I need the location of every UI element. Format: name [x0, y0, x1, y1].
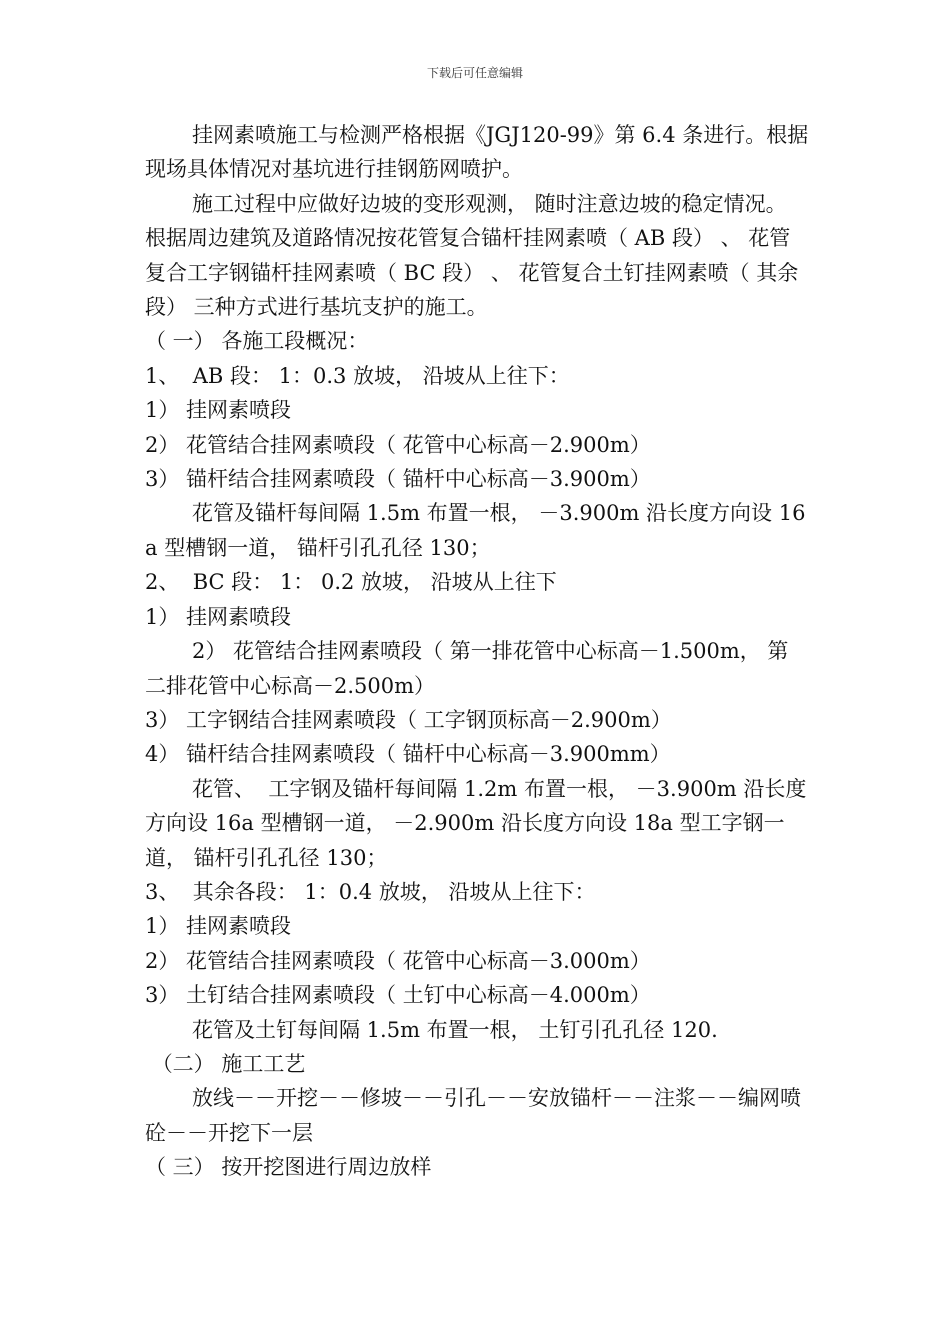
segment-ab-item-1: 1） 挂网素喷段 [145, 398, 292, 423]
segment-bc-note: 花管、 工字钢及锚杆每间隔 1.2m 布置一根， －3.900m 沿长度方向设 16a 型槽钢一道， －2.900m 沿长度方向设 18a 型工字钢一道， 锚杆引孔孔径 130； [145, 776, 807, 870]
segment-ab-item-2: 2） 花管结合挂网素喷段（ 花管中心标高－2.900m） [145, 432, 651, 457]
segment-ab-note: 花管及锚杆每间隔 1.5m 布置一根， －3.900m 沿长度方向设 16a 型槽钢一道， 锚杆引孔孔径 130； [145, 501, 806, 560]
segment-bc-item-3: 3） 工字钢结合挂网素喷段（ 工字钢顶标高－2.900m） [145, 707, 672, 732]
section-heading-2: （二） 施工工艺 [145, 1051, 306, 1076]
segment-other-item-2: 2） 花管结合挂网素喷段（ 花管中心标高－3.000m） [145, 948, 651, 973]
segment-other-item-3: 3） 土钉结合挂网素喷段（ 土钉中心标高－4.000m） [145, 983, 651, 1008]
segment-bc-item-2: 2） 花管结合挂网素喷段（ 第一排花管中心标高－1.500m， 第二排花管中心标高－2.500m） [145, 639, 789, 698]
process-flow-paragraph: 放线－－开挖－－修坡－－引孔－－安放锚杆－－注浆－－编网喷砼－－开挖下一层 [145, 1086, 801, 1145]
intro-paragraph-1: 挂网素喷施工与检测严格根据《JGJ120-99》第 6.4 条进行。根据现场具体情况对基坑进行挂钢筋网喷护。 [145, 123, 809, 182]
segment-bc-item-1: 1） 挂网素喷段 [145, 604, 292, 629]
segment-bc-title: 2、 BC 段： 1： 0.2 放坡， 沿坡从上往下 [145, 570, 557, 595]
segment-ab-title: 1、 AB 段： 1：0.3 放坡， 沿坡从上往下： [145, 363, 570, 388]
section-heading-1: （ 一） 各施工段概况： [145, 329, 369, 354]
segment-other-title: 3、 其余各段： 1：0.4 放坡， 沿坡从上往下： [145, 879, 596, 904]
document-body [145, 118, 809, 1185]
segment-other-item-1: 1） 挂网素喷段 [145, 914, 292, 939]
page-header-note: 下载后可任意编辑 [426, 66, 523, 80]
segment-bc-item-4: 4） 锚杆结合挂网素喷段（ 锚杆中心标高－3.900mm） [145, 742, 671, 767]
segment-other-note: 花管及土钉每间隔 1.5m 布置一根， 土钉引孔孔径 120. [192, 1017, 718, 1042]
intro-paragraph-2: 施工过程中应做好边坡的变形观测， 随时注意边坡的稳定情况。 [192, 191, 787, 216]
section-heading-3: （ 三） 按开挖图进行周边放样 [145, 1155, 432, 1180]
intro-paragraph-3: 根据周边建筑及道路情况按花管复合锚杆挂网素喷（ AB 段） 、 花管复合工字钢锚杆挂网素喷（ BC 段） 、 花管复合土钉挂网素喷（ 其余段） 三种方式进行基坑支护的施工。 [145, 226, 799, 320]
segment-ab-item-3: 3） 锚杆结合挂网素喷段（ 锚杆中心标高－3.900m） [145, 467, 651, 492]
